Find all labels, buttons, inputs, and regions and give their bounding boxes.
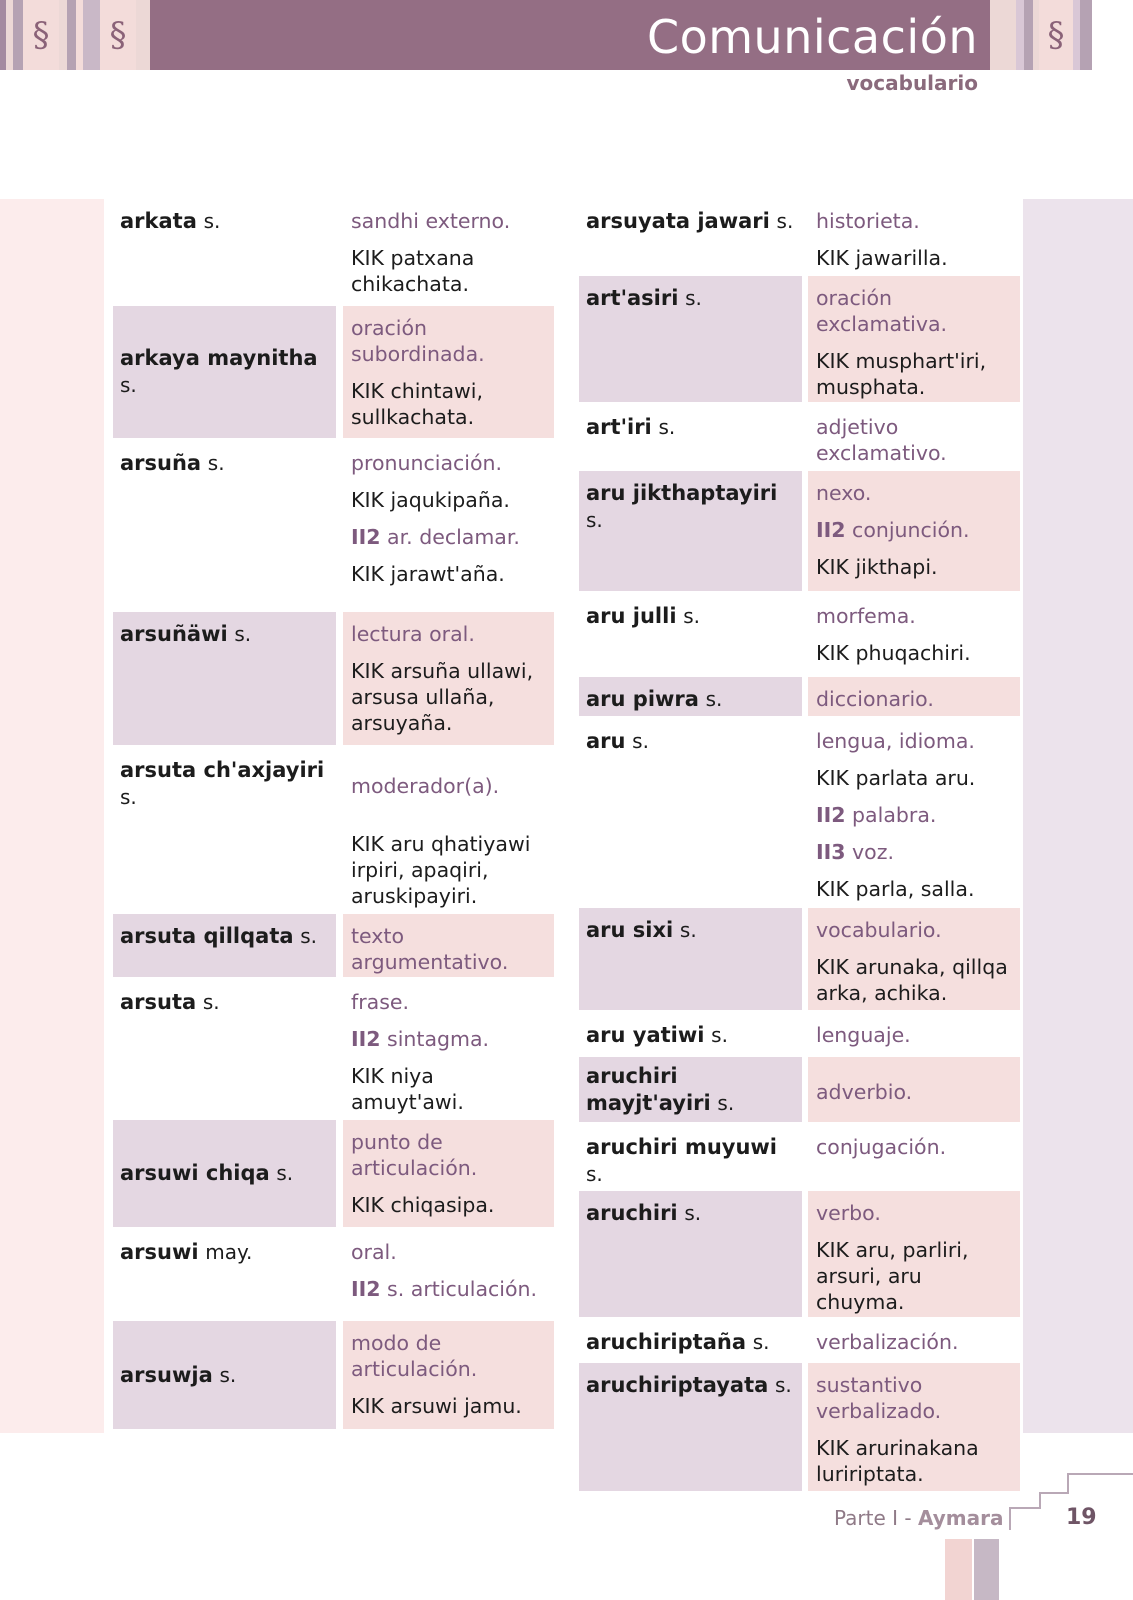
synonym-text: KIK arsuña ullawi, arsusa ullaña, arsuyaña.: [351, 659, 534, 735]
term-word: aruchiriptaña: [586, 1330, 746, 1354]
definition-text: lengua, idioma.: [816, 729, 975, 753]
part-of-speech: s.: [120, 785, 137, 809]
synonym-text: KIK arunaka, qillqa arka, achika.: [816, 955, 1008, 1005]
page-title: Comunicación: [646, 10, 978, 64]
term-word: aruchiriptayata: [586, 1373, 769, 1397]
term-word: arsuwi chiqa: [120, 1161, 270, 1185]
definition-text: punto de articulación.: [351, 1130, 478, 1180]
sense-number: II2: [816, 803, 846, 827]
definition-text: diccionario.: [816, 687, 934, 711]
sense-number: II2: [351, 1027, 381, 1051]
definition-text: lectura oral.: [351, 622, 475, 646]
term-word: arkata: [120, 209, 197, 233]
synonym-text: KIK chiqasipa.: [351, 1193, 495, 1217]
part-of-speech: s.: [774, 1373, 792, 1397]
synonym-text: KIK arsuwi jamu.: [351, 1394, 522, 1418]
spiral-ornament-icon: §: [109, 15, 127, 55]
definition-text: oración subordinada.: [351, 316, 485, 366]
synonym-text: KIK jawarilla.: [816, 246, 948, 270]
sense-text: ar. declamar.: [380, 525, 520, 549]
term-word: aru: [586, 729, 626, 753]
term-word: arsuña: [120, 451, 202, 475]
definition-text: historieta.: [816, 209, 920, 233]
sense-text: conjunción.: [845, 518, 970, 542]
sense-text: palabra.: [845, 803, 937, 827]
sense-text: s. articulación.: [380, 1277, 538, 1301]
synonym-text: KIK parlata aru.: [816, 766, 976, 790]
part-of-speech: s.: [632, 729, 649, 753]
synonym-text: KIK jikthapi.: [816, 555, 938, 579]
term-word: arsuta ch'axjayiri: [120, 758, 325, 782]
page-number: 19: [1066, 1505, 1097, 1530]
sense-text: sintagma.: [380, 1027, 490, 1051]
term-word: aruchiri: [586, 1201, 678, 1225]
part-label: Parte I -: [834, 1506, 918, 1530]
synonym-text: KIK arurinakana luririptata.: [816, 1436, 979, 1486]
term-word: aru piwra: [586, 687, 699, 711]
term-word: arsuñäwi: [120, 622, 228, 646]
synonym-text: KIK patxana chikachata.: [351, 246, 475, 296]
definition-text: verbo.: [816, 1201, 881, 1225]
part-of-speech: s.: [586, 508, 603, 532]
definition-text: oración exclamativa.: [816, 286, 948, 336]
definition-text: frase.: [351, 990, 410, 1014]
definition-text: sustantivo verbalizado.: [816, 1373, 942, 1423]
part-of-speech: s.: [683, 604, 701, 628]
part-of-speech: s.: [752, 1330, 770, 1354]
term-word: arsuta qillqata: [120, 924, 294, 948]
part-of-speech: s.: [120, 373, 137, 397]
term-word: art'iri: [586, 415, 652, 439]
synonym-text: KIK jaqukipaña.: [351, 488, 510, 512]
definition-text: moderador(a).: [351, 774, 500, 798]
term-word: art'asiri: [586, 286, 679, 310]
definition-text: verbalización.: [816, 1330, 959, 1354]
page-subtitle: vocabulario: [846, 71, 978, 95]
term-word: arsuyata jawari: [586, 209, 770, 233]
definition-text: vocabulario.: [816, 918, 942, 942]
definition-text: oral.: [351, 1240, 397, 1264]
synonym-text: KIK niya amuyt'awi.: [351, 1064, 464, 1114]
definition-text: sandhi externo.: [351, 209, 511, 233]
sense-number: II2: [351, 525, 381, 549]
part-of-speech: s.: [717, 1090, 735, 1115]
term-word: arkaya maynitha: [120, 346, 318, 370]
part-of-speech: s.: [705, 687, 723, 711]
spiral-ornament-icon: §: [1047, 15, 1065, 55]
part-of-speech: s.: [658, 415, 676, 439]
definition-text: morfema.: [816, 604, 916, 628]
term-word: arsuta: [120, 990, 197, 1014]
part-of-speech: s.: [234, 622, 252, 646]
synonym-text: KIK chintawi, sullkachata.: [351, 379, 483, 429]
part-of-speech: s.: [679, 918, 697, 942]
definition-text: lenguaje.: [816, 1023, 911, 1047]
part-of-speech: s.: [685, 286, 702, 310]
term-word: aruchiri mayjt'ayiri: [586, 1063, 711, 1115]
synonym-text: KIK phuqachiri.: [816, 641, 971, 665]
synonym-text: KIK jarawt'aña.: [351, 562, 505, 586]
definition-text: texto argumentativo.: [351, 924, 509, 974]
part-of-speech: s.: [300, 924, 318, 948]
synonym-text: KIK aru qhatiyawi irpiri, apaqiri, aruskipayiri.: [351, 832, 531, 908]
term-word: arsuwi: [120, 1240, 199, 1264]
part-of-speech: s.: [586, 1162, 603, 1186]
footer-part-label: [834, 1506, 1003, 1530]
part-of-speech: s.: [776, 209, 794, 233]
sense-number: II2: [816, 518, 846, 542]
part-of-speech: may.: [205, 1240, 253, 1264]
synonym-text: KIK musphart'iri, musphata.: [816, 349, 987, 399]
term-word: aru yatiwi: [586, 1023, 705, 1047]
part-of-speech: s.: [276, 1161, 294, 1185]
term-word: aru sixi: [586, 918, 674, 942]
part-of-speech: s.: [207, 451, 225, 475]
part-of-speech: s.: [219, 1362, 237, 1387]
synonym-text: KIK aru, parliri, arsuri, aru chuyma.: [816, 1238, 969, 1314]
sense-text: voz.: [845, 840, 894, 864]
definition-text: pronunciación.: [351, 451, 503, 475]
part-of-speech: s.: [684, 1201, 702, 1225]
term-word: aruchiri muyuwi: [586, 1135, 778, 1159]
part-of-speech: s.: [202, 990, 220, 1014]
spiral-ornament-icon: §: [32, 15, 50, 55]
definition-text: conjugación.: [816, 1135, 947, 1159]
term-word: aru jikthaptayiri: [586, 481, 778, 505]
part-of-speech: s.: [711, 1023, 728, 1047]
term-word: arsuwja: [120, 1362, 213, 1387]
part-language: Aymara: [917, 1506, 1004, 1530]
definition-text: nexo.: [816, 481, 872, 505]
sense-number: II3: [816, 840, 846, 864]
synonym-text: KIK parla, salla.: [816, 877, 975, 901]
sense-number: II2: [351, 1277, 381, 1301]
definition-text: adverbio.: [816, 1080, 913, 1104]
definition-text: modo de articulación.: [351, 1331, 478, 1381]
term-word: aru julli: [586, 604, 677, 628]
part-of-speech: s.: [203, 209, 221, 233]
definition-text: adjetivo exclamativo.: [816, 415, 947, 465]
